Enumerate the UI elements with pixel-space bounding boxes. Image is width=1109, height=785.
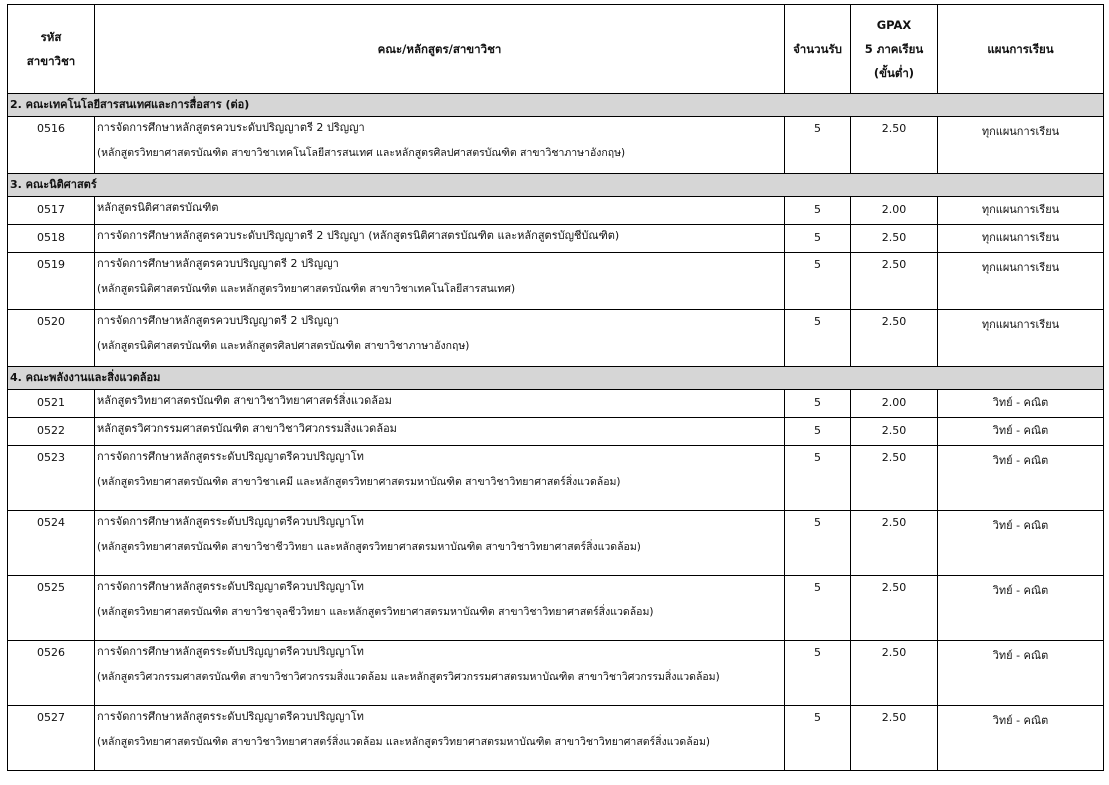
- cell-gpax: 2.50: [851, 706, 938, 771]
- table-row: [8, 253, 1104, 310]
- cell-program: [95, 576, 785, 641]
- cell-program: [95, 390, 785, 418]
- cell-gpax: 2.50: [851, 511, 938, 576]
- program-line1: หลักสูตรวิทยาศาสตรบัณฑิต สาขาวิชาวิทยาศาสตร์สิ่งแวดล้อม: [97, 394, 392, 407]
- cell-gpax: 2.50: [851, 117, 938, 174]
- section-title: 2. คณะเทคโนโลยีสารสนเทศและการสื่อสาร (ต่อ): [8, 94, 1104, 117]
- cell-plan: ทุกแผนการเรียน: [938, 197, 1104, 225]
- table-row: [8, 446, 1104, 511]
- document-page: [7, 4, 1103, 771]
- cell-code: 0524: [8, 511, 95, 576]
- program-line1: การจัดการศึกษาหลักสูตรระดับปริญญาตรีควบปริญญาโท: [97, 645, 364, 658]
- program-line2: (หลักสูตรวิทยาศาสตรบัณฑิต สาขาวิชาเคมี และหลักสูตรวิทยาศาสตรมหาบัณฑิต สาขาวิชาวิทยาศาสตร์สิ่งแวดล้อม): [97, 476, 621, 488]
- section-row: [8, 174, 1104, 197]
- cell-gpax: 2.50: [851, 310, 938, 367]
- cell-plan: วิทย์ - คณิต: [938, 418, 1104, 446]
- table-row: [8, 706, 1104, 771]
- table-row: [8, 197, 1104, 225]
- cell-code: 0520: [8, 310, 95, 367]
- table-header-row: [8, 5, 1104, 94]
- cell-program: [95, 197, 785, 225]
- program-line1: การจัดการศึกษาหลักสูตรระดับปริญญาตรีควบปริญญาโท: [97, 580, 364, 593]
- header-program: คณะ/หลักสูตร/สาขาวิชา: [95, 5, 785, 94]
- cell-program: [95, 641, 785, 706]
- admission-table: [7, 4, 1104, 771]
- section-row: [8, 367, 1104, 390]
- header-code-line2: สาขาวิชา: [26, 54, 76, 68]
- cell-program: [95, 511, 785, 576]
- program-line1: การจัดการศึกษาหลักสูตรควบปริญญาตรี 2 ปริญญา: [97, 314, 339, 327]
- cell-seats: 5: [785, 706, 851, 771]
- cell-program: [95, 310, 785, 367]
- table-row: [8, 225, 1104, 253]
- program-line2: (หลักสูตรนิติศาสตรบัณฑิต และหลักสูตรศิลปศาสตรบัณฑิต สาขาวิชาภาษาอังกฤษ): [97, 340, 470, 352]
- cell-gpax: 2.00: [851, 390, 938, 418]
- cell-code: 0527: [8, 706, 95, 771]
- cell-code: 0517: [8, 197, 95, 225]
- cell-plan: ทุกแผนการเรียน: [938, 310, 1104, 367]
- cell-gpax: 2.50: [851, 641, 938, 706]
- cell-gpax: 2.50: [851, 253, 938, 310]
- table-row: [8, 310, 1104, 367]
- cell-seats: 5: [785, 225, 851, 253]
- section-title: 4. คณะพลังงานและสิ่งแวดล้อม: [8, 367, 1104, 390]
- cell-seats: 5: [785, 390, 851, 418]
- cell-seats: 5: [785, 511, 851, 576]
- cell-code: 0519: [8, 253, 95, 310]
- cell-plan: วิทย์ - คณิต: [938, 706, 1104, 771]
- cell-seats: 5: [785, 418, 851, 446]
- program-line1: การจัดการศึกษาหลักสูตรควบปริญญาตรี 2 ปริญญา: [97, 257, 339, 270]
- cell-seats: 5: [785, 117, 851, 174]
- program-line1: การจัดการศึกษาหลักสูตรระดับปริญญาตรีควบปริญญาโท: [97, 450, 364, 463]
- cell-program: [95, 706, 785, 771]
- cell-seats: 5: [785, 310, 851, 367]
- header-gpax-line3: (ขั้นต่ำ): [873, 66, 915, 80]
- header-code: [8, 5, 95, 94]
- cell-plan: ทุกแผนการเรียน: [938, 117, 1104, 174]
- table-row: [8, 641, 1104, 706]
- program-line2: (หลักสูตรนิติศาสตรบัณฑิต และหลักสูตรวิทยาศาสตรบัณฑิต สาขาวิชาเทคโนโลยีสารสนเทศ): [97, 283, 516, 295]
- cell-plan: วิทย์ - คณิต: [938, 390, 1104, 418]
- header-gpax: [851, 5, 938, 94]
- program-line1: การจัดการศึกษาหลักสูตรระดับปริญญาตรีควบปริญญาโท: [97, 710, 364, 723]
- cell-program: [95, 117, 785, 174]
- table-row: [8, 390, 1104, 418]
- program-line1: การจัดการศึกษาหลักสูตรระดับปริญญาตรีควบปริญญาโท: [97, 515, 364, 528]
- cell-seats: 5: [785, 253, 851, 310]
- cell-code: 0523: [8, 446, 95, 511]
- program-line1: หลักสูตรนิติศาสตรบัณฑิต: [97, 201, 219, 214]
- header-gpax-line2: 5 ภาคเรียน: [864, 42, 924, 56]
- program-line1: การจัดการศึกษาหลักสูตรควบระดับปริญญาตรี 2 ปริญญา (หลักสูตรนิติศาสตรบัณฑิต และหลักสูตรบัญชีบัณฑิต): [97, 229, 620, 242]
- program-line2: (หลักสูตรวิทยาศาสตรบัณฑิต สาขาวิชาเทคโนโลยีสารสนเทศ และหลักสูตรศิลปศาสตรบัณฑิต สาขาวิชาภาษาอังกฤษ): [97, 147, 626, 159]
- cell-plan: วิทย์ - คณิต: [938, 576, 1104, 641]
- cell-plan: วิทย์ - คณิต: [938, 641, 1104, 706]
- cell-code: 0526: [8, 641, 95, 706]
- cell-program: [95, 253, 785, 310]
- cell-seats: 5: [785, 446, 851, 511]
- cell-plan: วิทย์ - คณิต: [938, 446, 1104, 511]
- table-row: [8, 418, 1104, 446]
- cell-program: [95, 446, 785, 511]
- table-row: [8, 576, 1104, 641]
- header-code-line1: รหัส: [40, 30, 62, 44]
- cell-gpax: 2.50: [851, 418, 938, 446]
- table-row: [8, 117, 1104, 174]
- cell-gpax: 2.50: [851, 446, 938, 511]
- cell-seats: 5: [785, 576, 851, 641]
- cell-program: [95, 225, 785, 253]
- cell-gpax: 2.00: [851, 197, 938, 225]
- program-line1: การจัดการศึกษาหลักสูตรควบระดับปริญญาตรี 2 ปริญญา: [97, 121, 365, 134]
- cell-code: 0525: [8, 576, 95, 641]
- program-line2: (หลักสูตรวิศวกรรมศาสตรบัณฑิต สาขาวิชาวิศวกรรมสิ่งแวดล้อม และหลักสูตรวิศวกรรมศาสตรมหาบัณฑิต สาขาวิชาวิศวกรรมสิ่งแวดล้อม): [97, 671, 720, 683]
- table-row: [8, 511, 1104, 576]
- header-gpax-line1: GPAX: [876, 18, 912, 32]
- program-line1: หลักสูตรวิศวกรรมศาสตรบัณฑิต สาขาวิชาวิศวกรรมสิ่งแวดล้อม: [97, 422, 397, 435]
- cell-gpax: 2.50: [851, 576, 938, 641]
- program-line2: (หลักสูตรวิทยาศาสตรบัณฑิต สาขาวิชาจุลชีววิทยา และหลักสูตรวิทยาศาสตรมหาบัณฑิต สาขาวิชาวิทยาศาสตร์สิ่งแวดล้อม): [97, 606, 654, 618]
- cell-plan: ทุกแผนการเรียน: [938, 225, 1104, 253]
- cell-seats: 5: [785, 197, 851, 225]
- cell-code: 0522: [8, 418, 95, 446]
- section-row: [8, 94, 1104, 117]
- header-plan: แผนการเรียน: [938, 5, 1104, 94]
- program-line2: (หลักสูตรวิทยาศาสตรบัณฑิต สาขาวิชาชีววิทยา และหลักสูตรวิทยาศาสตรมหาบัณฑิต สาขาวิชาวิทยาศาสตร์สิ่งแวดล้อม): [97, 541, 641, 553]
- cell-code: 0521: [8, 390, 95, 418]
- header-seats: จำนวนรับ: [785, 5, 851, 94]
- section-title: 3. คณะนิติศาสตร์: [8, 174, 1104, 197]
- cell-code: 0516: [8, 117, 95, 174]
- cell-code: 0518: [8, 225, 95, 253]
- cell-program: [95, 418, 785, 446]
- cell-plan: ทุกแผนการเรียน: [938, 253, 1104, 310]
- cell-seats: 5: [785, 641, 851, 706]
- cell-gpax: 2.50: [851, 225, 938, 253]
- cell-plan: วิทย์ - คณิต: [938, 511, 1104, 576]
- program-line2: (หลักสูตรวิทยาศาสตรบัณฑิต สาขาวิชาวิทยาศาสตร์สิ่งแวดล้อม และหลักสูตรวิทยาศาสตรมหาบัณฑิต สาขาวิชาวิทยาศาสตร์สิ่งแวดล้อม): [97, 736, 710, 748]
